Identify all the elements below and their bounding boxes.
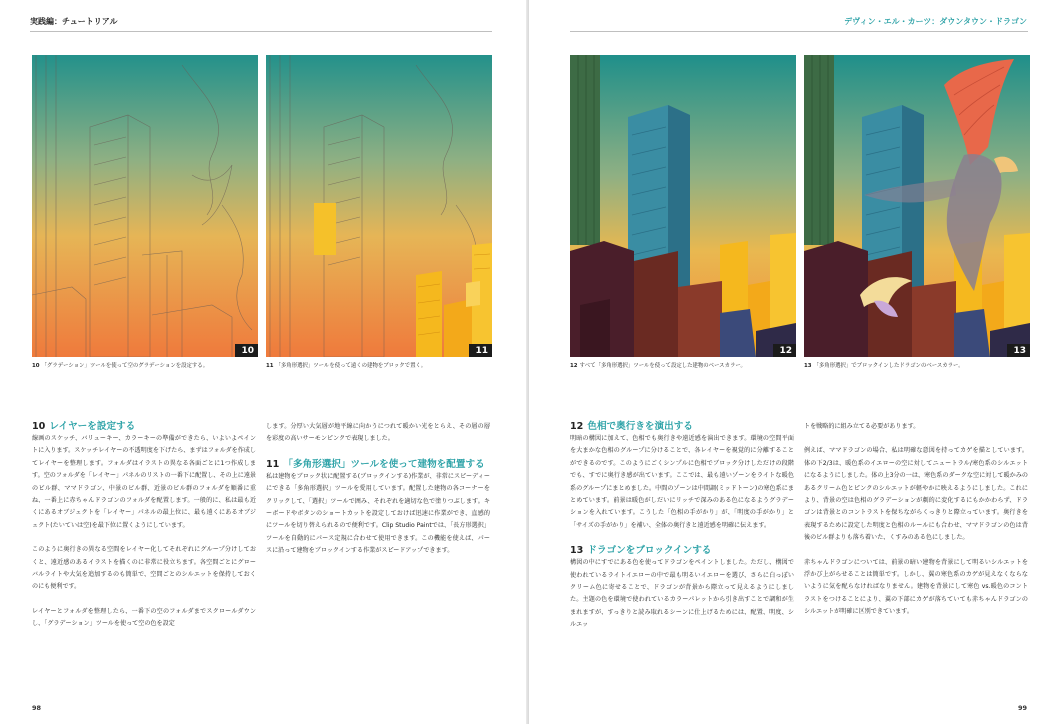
figure-caption: [266, 362, 492, 370]
body-paragraph: 明暗の構図に加えて、色相でも奥行きや遠近感を演出できます。環境の空間平面を大まかな色相のグループに分けることで、各レイヤーを視覚的に分離することができるのです。このようにごくシンプルに色相でブロック分けしただけの段階でも、すでに奥行き感が出ています。ここでは、最も遠いゾーンをライトな暖色系のグループにまとめました。中間のゾーンは中間調(ミッドトーン)の寒色系にまとめています。前景は暖色がしだいにリッチで深みのある色になるようグラデーションを入れています。こうした「色相の手がかり」が、「明度の手がかり」と「サイズの手がかり」を補い、全体の奥行きと遠近感を明確に伝えます。: [570, 435, 794, 529]
page-number: 98: [32, 704, 42, 712]
section-13-continued: [804, 421, 1028, 619]
left-page: [0, 0, 528, 724]
caption-text: 「グラデーション」ツールを使って空のグラデーションを設定する。: [41, 363, 209, 369]
caption-number: 12: [570, 363, 578, 369]
figure-caption: [32, 362, 258, 370]
page-number: 99: [1017, 704, 1027, 712]
section-heading: [570, 420, 794, 433]
caption-text: 「多角形選択」でブロックインしたドラゴンのベースカラー。: [813, 363, 964, 369]
step-title: ドラゴンをブロックインする: [587, 545, 712, 557]
step-number: 11: [266, 458, 280, 470]
section-heading: [570, 544, 794, 557]
body-paragraph: します。分厚い大気層が地平線に向かうにつれて暖かい光をとらえ、その層の層を彩度の高いサーモンピンクで表現しました。: [266, 423, 490, 443]
section-label: 実践編：チュートリアル: [30, 17, 118, 26]
body-paragraph: 線画のスケッチ、バリューキー、カラーキーの準備ができたら、いよいよペイントに入ります。スケッチレイヤーの不透明度を下げたら、まずはフォルダを作成してレイヤーを整理します。フォルダはイラストの異なる各面ごとに1つ作成します。空のフォルダを「レイヤー」パネルのリストの一番下に配置し、その上に遠景のビル群、ママドラゴン、中景のビル群、近景のビル群のフォルダを順番に重ね、一番上に赤ちゃんドラゴンのフォルダを配置します。一般的に、私は最も近くにあるオブジェクトを「レイヤー」パネルの最上位に、最も遠くにあるオブジェクト(たいていは空)を最下位に置くようにしています。: [32, 435, 257, 529]
figure-13-artwork: [804, 55, 1030, 357]
figure-caption: [804, 362, 1030, 370]
figure-10-artwork: [32, 55, 258, 357]
figure-11-artwork: [266, 55, 492, 357]
header-rule: [570, 31, 1028, 32]
step-title: レイヤーを設定する: [49, 421, 136, 432]
section-heading: [32, 420, 256, 433]
caption-number: 11: [266, 363, 274, 369]
section-10: [32, 420, 256, 631]
section-heading: [266, 458, 490, 471]
body-paragraph: 例えば、ママドラゴンの場合、私は明確な意図を持ってカゲを描としています。体の下2/3は、暖色系のイエローの空に対してニュートラル/寒色系のシルエットになるようにしました。体の上3分の一は、寒色系のダークな空に対して暖かみのあるクリーム色とピンクのシルエットが軽やかに映えるようにしました。これにより、背景の空は色相のグラデーションが劇的に変化するにもかかわらず、ドラゴンは背景とのコントラストを保ちながらくっきりと際立っています。奥行きを表現するために設定した明度と色相のルールにも合わせ、ママドラゴンの色は背後のビル群よりも落ち着いた、くすみのある色にしました。: [804, 447, 1028, 542]
caption-text: 「多角形選択」ツールを使って遠くの建物をブロックで置く。: [275, 363, 427, 369]
figure-number-badge: 12: [773, 344, 796, 357]
step-number: 13: [570, 545, 584, 557]
step-title: 「多角形選択」ツールを使って建物を配置する: [283, 458, 485, 470]
step-number: 12: [570, 421, 584, 432]
figure-caption: [570, 362, 796, 370]
step-number: 10: [32, 421, 46, 432]
body-paragraph: 赤ちゃんドラゴンについては、前景の暗い建物を背景にして明るいシルエットを浮かび上がらせることは簡単です。しかし、翼の寒色系のカゲが見えなくならないように気を配らなければなりません。建物を背景にして寒色 vs.暖色のコントラストをつけることにより、翼の下部にカゲが落ちていても赤ちゃんドラゴンのシルエットが明確に区別できています。: [804, 558, 1028, 616]
figure-number-badge: 10: [235, 344, 258, 357]
right-page: [529, 0, 1057, 724]
figure-number-badge: 11: [469, 344, 492, 357]
section-11: [266, 421, 490, 558]
body-paragraph: トを戦略的に組み立てる必要があります。: [804, 423, 920, 430]
body-paragraph: 構図の中にすでにある色を使ってドラゴンをペイントしました。ただし、構図で使われているライトイエローの中で最も明るいイエローを選び、さらに白っぽいクリーム色に寄せることで、ドラゴンが背景から際立って見えるようにしました。主題の色を環境で使われているカラーパレットから引き出すことで調和が生まれますが、すっきりと読み取れるシーンに仕上げるためには、配置、明度、シルエッ: [570, 559, 794, 629]
step-title: 色相で奥行きを演出する: [587, 421, 693, 432]
caption-text: すべて「多角形選択」ツールを使って設定した建物のベースカラー。: [579, 363, 746, 369]
header-rule: [30, 31, 492, 32]
body-paragraph: レイヤーとフォルダを整理したら、一番下の空のフォルダまでスクロールダウンし、「グラデーション」ツールを使って空の色を設定: [32, 607, 256, 628]
caption-number: 13: [804, 363, 812, 369]
caption-number: 10: [32, 363, 40, 369]
figure-12-artwork: [570, 55, 796, 357]
body-paragraph: このように奥行きの異なる空間をレイヤー化してそれぞれにグループ分けしておくと、遠近感のあるイラストを描くのに非常に役立ちます。各空間ごとにグローバルライトや大気を追加するのも簡単で、空間ごとのシルエットを保持しておくのにも便利です。: [32, 546, 256, 591]
body-paragraph: 私は建物をブロック状に配置する(ブロックインする)作業が、非常にスピーディーにできる「多角形選択」ツールを愛用しています。配置した建物の各コーナーをクリックして、「選択」ツールで囲み、それぞれを適切な色で塗りつぶします。キーボードやボタンのショートカットを設定しておけば迅速に作業ができ、直感的にツールを切り替えられるので便利です。Clip Studio Paintでは、「長方形選択」ツールを自動的にパース定規に合わせて使用できます。この機能を使えば、パースに沿って建物をブロックインする作業がスピードアップできます。: [266, 472, 490, 555]
chapter-title: デヴィン・エル・カーツ：ダウンタウン・ドラゴン: [844, 17, 1027, 26]
figure-number-badge: 13: [1007, 344, 1030, 357]
section-12-13: [570, 420, 794, 632]
